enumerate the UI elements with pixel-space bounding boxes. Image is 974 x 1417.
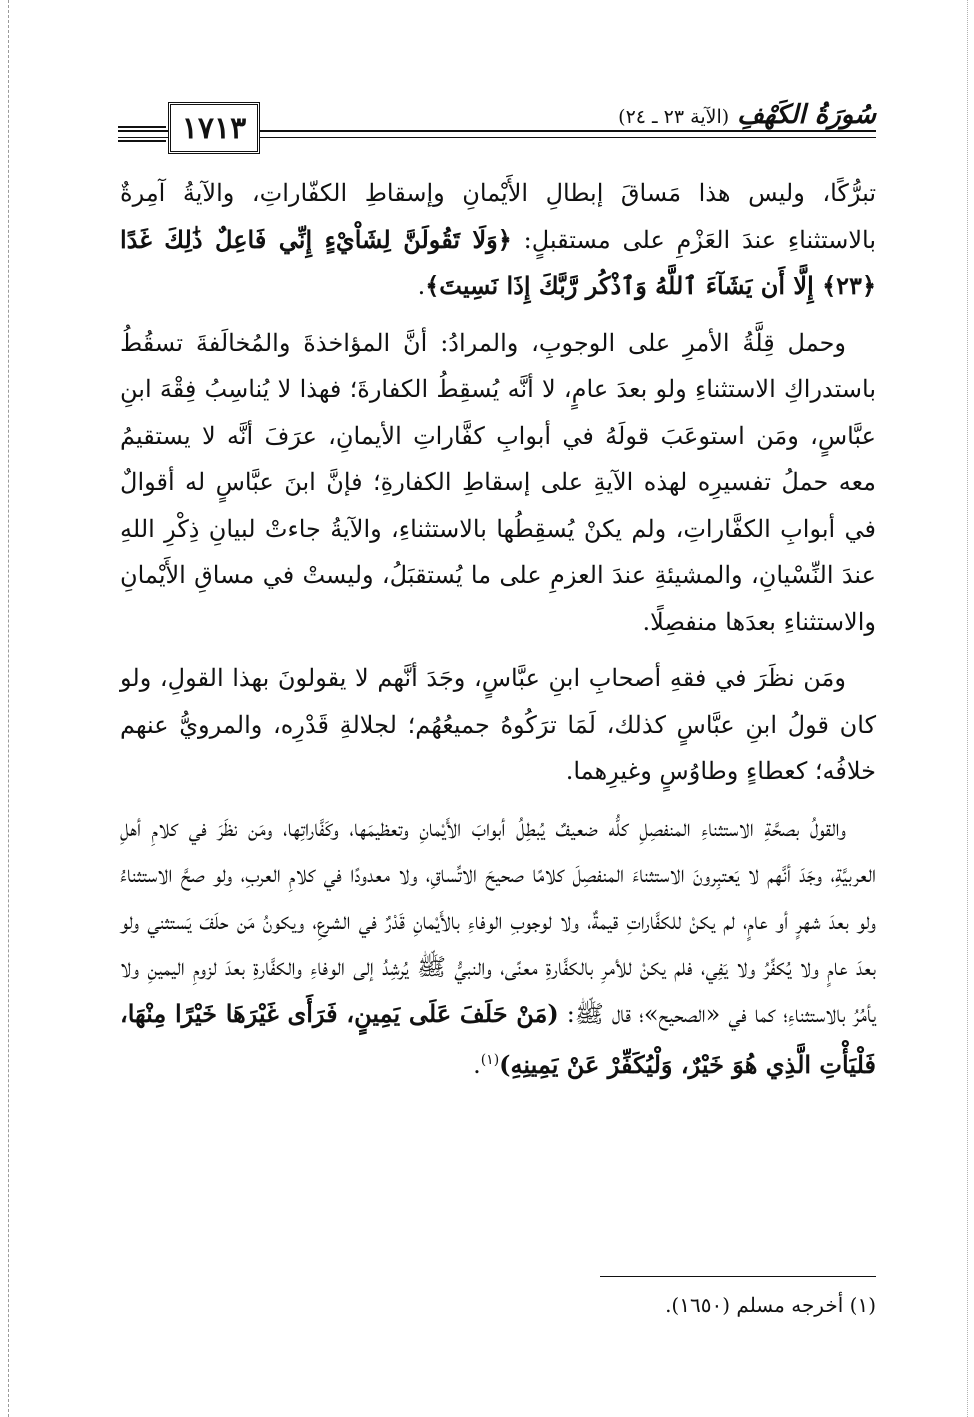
paragraph-1 [120,170,876,310]
footnote-divider [600,1276,876,1277]
page-header [118,98,876,156]
paragraph-2: وحمل قِلَّةُ الأمرِ على الوجوبِ، والمرادُ: أنَّ المؤاخذةَ والمُخالَفةَ تسقُطُ باستدراكِ الاستثناءِ ولو بعدَ عامٍ، لا أنَّه يُسقِطُ الكفارةَ؛ فهذا لا يُناسِبُ فِقْهَ ابنِ عبَّاسٍ، ومَن استوعَبَ قولَهُ في أبوابِ كفَّاراتِ الأيمانِ، عرَفَ أنَّه لا يستقيمُ معه حملُ تفسيرِه لهذه الآيةِ على إسقاطِ الكفارةِ؛ فإنَّ ابنَ عبَّاسٍ له أقوالٌ في أبوابِ الكفَّاراتِ، ولم يكنْ يُسقِطُها بالاستثناءِ، والآيةُ جاءتْ لبيانِ ذِكْرِ اللهِ عندَ النِّسْيانِ، والمشيئةِ عندَ العزمِ على ما يُستقبَلُ، وليستْ في مساقِ الأَيْمانِ والاستثناءِ بعدَها منفصِلًا. [120,328,876,636]
header-rule-left [118,126,166,142]
surah-title: سُورَةُ الكَهْفِ [737,100,876,130]
ayah-range: (الآية ٢٣ ـ ٢٤) [618,106,730,128]
paragraph-4 [120,805,876,1089]
running-head [610,100,876,130]
paragraph-4-text: والقولُ بصحَّةِ الاستثناءِ المنفصِلِ كلُّه ضعيفٌ يُبطِلُ أبوابَ الأَيْمانِ وتعظيمَها، وكَفَّاراتِها، ومَن نظَرَ في كلامِ أهلِ العربيَّةِ، وجَدَ أنَّهم لا يَعتبِرونَ الاستثناءَ المنفصِلَ كلامًا صحيحَ الاتِّساقِ، ولا معدودًا في كلامِ العربِ، ولو صحَّ الاستثناءُ ولو بعدَ شهرٍ أو عامٍ، لم يكنْ للكفَّاراتِ قيمةٌ، ولا لوجوبِ الوفاءِ بالأَيْمانِ قَدْرٌ في الشرعِ، ويكونُ مَن حلَفَ يَستثني ولو بعدَ عامٍ ولا يُكفِّرُ ولا يَفِي، فلم يكنْ للأمرِ بالكفَّارةِ معنًى، والنبيُّ ﷺ يُرشِدُ إلى الوفاءِ والكفَّارةِ بعدَ لزومِ اليمينِ ولا يأمُرُ بالاستثناءِ؛ كما في «الصحيح»؛ قال ﷺ: [120,813,877,1028]
hadith-quote: (مَنْ حَلَفَ عَلَى يَمِينٍ، فَرَأَى غَيْرَهَا خَيْرًا مِنْهَا، فَلْيَأْتِ الَّذِي هُوَ خَيْرٌ، وَلْيُكَفِّرْ عَنْ يَمِينِهِ) [120,998,876,1079]
paragraph-4-end: . [473,1051,481,1079]
paragraph-3: ومَن نظَرَ في فقهِ أصحابِ ابنِ عبَّاسٍ، وجَدَ أنَّهم لا يقولونَ بهذا القولِ، ولو كان قولُ ابنِ عبَّاسٍ كذلك، لَمَا ترَكُوهُ جميعُهُم؛ لجلالةِ قَدْرِه، والمرويُّ عنهم خلافُه؛ كعطاءٍ وطاوُسٍ وغيرِهما. [120,664,876,785]
paragraph-1-end: . [417,272,426,300]
quran-verse: ﴿وَلَا تَقُولَنَّ لِشَاْيْءٍ إِنِّي فَاعِلٌ ذَٰلِكَ غَدًا ﴿٢٣﴾ إِلَّا أَن يَشَآءَ ٱللَّهُ وَٱذْكُر رَّبَّكَ إِذَا نَسِيتَ﴾ [120,224,876,300]
page-number: ١٧١٣ [168,102,260,154]
footnote-1: (١) أخرجه مسلم (١٦٥٠). [665,1293,876,1317]
footnote-ref-1[interactable]: (١) [480,1052,500,1068]
body-text [120,170,876,1099]
scan-edge-left [0,0,9,1417]
scan-edge-right [967,0,974,1417]
paragraph-1-text: تبرُّكًا، وليس هذا مَساقَ إبطالِ الأَيْمانِ وإسقاطِ الكفّاراتِ، والآيةُ آمِرةٌ بالاستثناءِ عندَ العَزْمِ على مستقبلٍ: [120,179,876,254]
